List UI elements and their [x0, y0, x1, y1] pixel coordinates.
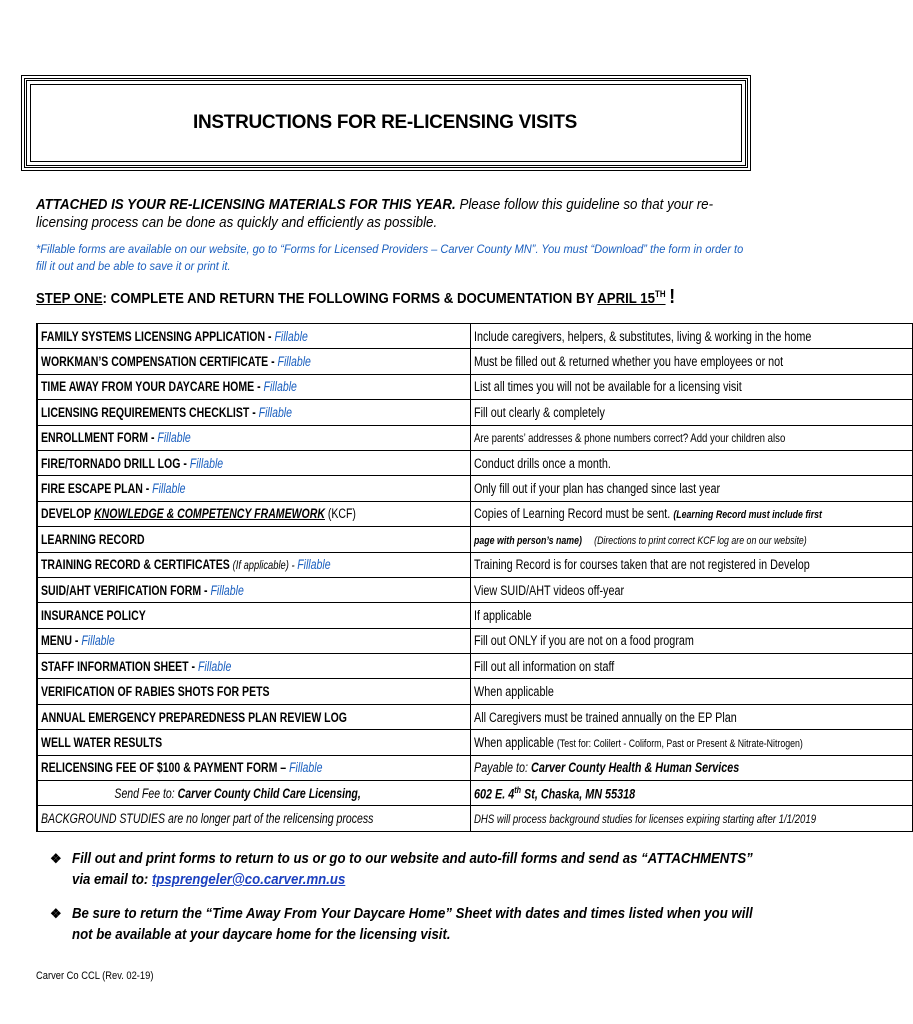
- form-note: [474, 811, 816, 826]
- form-note: [474, 684, 554, 699]
- form-note-cell: [471, 628, 913, 653]
- form-name: [41, 532, 145, 547]
- fillable-tag: Fillable: [258, 404, 293, 420]
- form-note-text: View SUID/AHT videos off-year: [474, 582, 625, 598]
- send-fee-recipient: Carver County Child Care Licensing,: [177, 785, 361, 801]
- table-row: [37, 425, 913, 450]
- fillable-note: *Fillable forms are available on our website, go to “Forms for Licensed Providers – Carver County MN”. You must “Download” the form in order to fill it out and be able to save it or print it.: [36, 242, 744, 273]
- bullet-text: Fill out and print forms to return to us or go to our website and auto-fill forms and send as “ATTACHMENTS” via email to:: [72, 850, 753, 888]
- fillable-tag: Fillable: [81, 633, 115, 649]
- bullet-list: [50, 848, 753, 958]
- email-link[interactable]: tpsprengeler@co.carver.mn.us: [151, 871, 346, 888]
- table-row: [37, 374, 913, 399]
- table-row: [37, 704, 913, 729]
- form-name-cell: [38, 324, 471, 349]
- form-name: [41, 811, 373, 826]
- form-note: [474, 633, 694, 648]
- form-note-text: All Caregivers must be trained annually on the EP Plan: [474, 709, 737, 725]
- form-name-cell: [38, 476, 471, 501]
- form-name-cell: [38, 806, 471, 831]
- form-name: [41, 786, 361, 801]
- form-note-text: If applicable: [474, 607, 532, 623]
- form-note-text: Include caregivers, helpers, & substitutes, living & working in the home: [474, 328, 812, 344]
- address-rest: St, Chaska, MN 55318: [521, 786, 636, 802]
- form-name: [41, 430, 191, 445]
- form-note-cell: [471, 654, 913, 679]
- form-note-text: Only fill out if your plan has changed since last year: [474, 481, 721, 497]
- form-note-cell: [471, 349, 913, 374]
- table-row: [37, 654, 913, 679]
- form-note: [474, 405, 605, 420]
- form-note: [474, 785, 635, 802]
- form-name-suffix: (KCF): [324, 506, 356, 522]
- form-note: [474, 431, 785, 445]
- form-name: [41, 481, 186, 496]
- requirements-table: [36, 323, 913, 832]
- form-name-text: RELICENSING FEE OF $100 & PAYMENT FORM –: [41, 760, 290, 776]
- footer-revision: Carver Co CCL (Rev. 02-19): [36, 970, 154, 982]
- intro-paragraph: [36, 196, 735, 232]
- fillable-tag: Fillable: [277, 354, 311, 370]
- form-name-text: FIRE ESCAPE PLAN -: [41, 481, 153, 497]
- form-note-cell: [471, 501, 913, 526]
- form-note-small: (Test for: Colilert - Coliform, Past or Present & Nitrate-Nitrogen): [557, 737, 804, 750]
- form-name-cell: [38, 704, 471, 729]
- form-name-text: FIRE/TORNADO DRILL LOG -: [41, 455, 190, 471]
- form-note-cell: [471, 450, 913, 475]
- fillable-tag: Fillable: [274, 328, 308, 344]
- table-row: [37, 730, 913, 755]
- table-row: [37, 527, 913, 552]
- form-note-italic: (Learning Record must include first: [673, 509, 823, 522]
- table-row: [37, 349, 913, 374]
- form-note-italic: page with person’s name): [474, 534, 583, 547]
- fillable-tag: Fillable: [189, 455, 224, 471]
- form-name-text: FAMILY SYSTEMS LICENSING APPLICATION -: [41, 328, 275, 344]
- form-name-cell: [38, 755, 471, 780]
- table-row: [37, 679, 913, 704]
- form-note-cell: [471, 527, 913, 552]
- step-text: : COMPLETE AND RETURN THE FOLLOWING FORMS & DOCUMENTATION BY: [102, 290, 598, 307]
- intro-rest: Please follow this guideline so that your re-licensing process can be done as quickly and efficiently as possible.: [36, 197, 714, 231]
- table-row: [37, 501, 913, 526]
- form-name: [41, 557, 331, 572]
- form-name-cell: [38, 730, 471, 755]
- form-name: [41, 735, 162, 750]
- form-note-cell: [471, 476, 913, 501]
- form-note: [474, 532, 807, 547]
- form-note-text: Fill out clearly & completely: [474, 404, 606, 420]
- form-name-italic: KNOWLEDGE & COMPETENCY FRAMEWORK: [94, 506, 325, 522]
- form-name-text: ANNUAL EMERGENCY PREPAREDNESS PLAN REVIEW LOG: [41, 709, 348, 725]
- form-name: [41, 583, 244, 598]
- form-name-cell: [38, 654, 471, 679]
- page-title: INSTRUCTIONS FOR RE-LICENSING VISITS: [193, 112, 577, 133]
- form-name: [41, 506, 356, 521]
- form-name-text: INSURANCE POLICY: [41, 607, 146, 623]
- table-row: [37, 603, 913, 628]
- form-name-cell: [38, 628, 471, 653]
- form-name-cell: [38, 374, 471, 399]
- form-name-cell: [38, 679, 471, 704]
- form-name-cell: [38, 425, 471, 450]
- form-note-cell: [471, 400, 913, 425]
- diamond-bullet-icon: ❖: [50, 851, 62, 866]
- form-note: [474, 659, 614, 674]
- form-name-text: VERIFICATION OF RABIES SHOTS FOR PETS: [41, 684, 270, 700]
- form-note-cell: [471, 704, 913, 729]
- table-row: [37, 628, 913, 653]
- form-name-text: TIME AWAY FROM YOUR DAYCARE HOME -: [41, 379, 264, 395]
- form-note-cell: [471, 603, 913, 628]
- form-name: [41, 354, 311, 369]
- fillable-tag: Fillable: [152, 481, 186, 497]
- form-name-cell: [38, 501, 471, 526]
- form-name-text: MENU -: [41, 633, 82, 649]
- form-name: [41, 329, 308, 344]
- intro-bold: ATTACHED IS YOUR RE-LICENSING MATERIALS FOR THIS YEAR.: [36, 197, 456, 213]
- fillable-tag: Fillable: [297, 557, 331, 573]
- form-note-cell: [471, 679, 913, 704]
- form-name: [41, 710, 347, 725]
- form-note: [474, 481, 720, 496]
- fillable-tag: Fillable: [157, 430, 191, 446]
- form-note: [474, 557, 810, 572]
- form-name-cell: [38, 552, 471, 577]
- form-name: [41, 684, 270, 699]
- form-note-extra: (Directions to print correct KCF log are on our website): [582, 534, 807, 547]
- table-row: [37, 400, 913, 425]
- table-row: [37, 781, 913, 806]
- form-note-text: Fill out ONLY if you are not on a food program: [474, 633, 695, 649]
- bullet-item: [50, 903, 753, 945]
- step-date: APRIL 15: [597, 290, 655, 307]
- form-note-text: Fill out all information on staff: [474, 658, 615, 674]
- form-note: [474, 329, 811, 344]
- step-date-sup: TH: [654, 289, 666, 299]
- form-name-text: TRAINING RECORD & CERTIFICATES: [41, 557, 233, 573]
- form-name-cell: [38, 577, 471, 602]
- form-name-cell: [38, 450, 471, 475]
- form-note: [474, 760, 739, 775]
- form-note: [474, 583, 624, 598]
- form-note-text: Training Record is for courses taken that are not registered in Develop: [474, 557, 810, 573]
- form-note: [474, 608, 532, 623]
- form-note: [474, 735, 803, 750]
- form-name-cell: [38, 603, 471, 628]
- fillable-tag: Fillable: [289, 760, 323, 776]
- form-name-italic: (If applicable) -: [232, 558, 298, 573]
- form-name-text: WELL WATER RESULTS: [41, 734, 163, 750]
- form-note-text: When applicable: [474, 734, 558, 750]
- form-name: [41, 405, 292, 420]
- table-row: [37, 577, 913, 602]
- background-studies-note: BACKGROUND STUDIES are no longer part of the relicensing process: [41, 811, 374, 827]
- form-name-text: ENROLLMENT FORM -: [41, 430, 158, 446]
- send-fee-label: Send Fee to:: [114, 785, 178, 801]
- form-name-cell: [38, 527, 471, 552]
- form-note-text: List all times you will not be available for a licensing visit: [474, 379, 742, 395]
- form-name: [41, 760, 322, 775]
- step-bang: !: [669, 286, 676, 308]
- diamond-bullet-icon: ❖: [50, 906, 62, 921]
- form-note-text: Are parents’ addresses & phone numbers correct? Add your children also: [474, 431, 786, 446]
- address-text: 602 E. 4: [474, 786, 515, 802]
- table-row: [37, 806, 913, 831]
- table-row: [37, 476, 913, 501]
- table-row: [37, 324, 913, 349]
- form-name-text: LICENSING REQUIREMENTS CHECKLIST -: [41, 404, 259, 420]
- form-name: [41, 608, 146, 623]
- bullet-text: Be sure to return the “Time Away From Your Daycare Home” Sheet with dates and times listed when you will not be available at your daycare home for the licensing visit.: [72, 905, 753, 943]
- form-name-cell: [38, 349, 471, 374]
- table-row: [37, 552, 913, 577]
- dhs-note: DHS will process background studies for licenses expiring starting after 1/1/2019: [474, 812, 817, 827]
- form-name-cell: [38, 781, 471, 806]
- form-note: [474, 354, 783, 369]
- form-name: [41, 456, 223, 471]
- form-note-cell: [471, 781, 913, 806]
- form-name-text: SUID/AHT VERIFICATION FORM -: [41, 582, 211, 598]
- form-name-text: LEARNING RECORD: [41, 531, 145, 547]
- form-note-cell: [471, 730, 913, 755]
- form-note-cell: [471, 806, 913, 831]
- form-note-cell: [471, 425, 913, 450]
- table-row: [37, 450, 913, 475]
- form-note-cell: [471, 374, 913, 399]
- step-label: STEP ONE: [36, 290, 103, 307]
- form-note-text: Copies of Learning Record must be sent.: [474, 506, 674, 522]
- payable-label: Payable to:: [474, 760, 532, 776]
- address-sup: th: [514, 784, 522, 795]
- form-name: [41, 633, 115, 648]
- table-row: [37, 755, 913, 780]
- form-note: [474, 456, 611, 471]
- form-name-text: DEVELOP: [41, 506, 95, 522]
- form-note-cell: [471, 324, 913, 349]
- form-name-text: STAFF INFORMATION SHEET -: [41, 658, 198, 674]
- form-name: [41, 659, 231, 674]
- payable-recipient: Carver County Health & Human Services: [531, 760, 740, 776]
- form-note-cell: [471, 755, 913, 780]
- form-note: [474, 710, 737, 725]
- fillable-tag: Fillable: [210, 582, 244, 598]
- step-one-heading: [36, 286, 675, 309]
- form-note-text: Must be filled out & returned whether you have employees or not: [474, 354, 784, 370]
- form-note-text: Conduct drills once a month.: [474, 455, 612, 471]
- form-note-cell: [471, 552, 913, 577]
- fillable-tag: Fillable: [197, 658, 232, 674]
- form-name-text: WORKMAN’S COMPENSATION CERTIFICATE -: [41, 354, 278, 370]
- bullet-item: [50, 848, 753, 890]
- form-name-cell: [38, 400, 471, 425]
- form-name: [41, 379, 297, 394]
- form-note-text: When applicable: [474, 684, 555, 700]
- form-note-cell: [471, 577, 913, 602]
- fillable-tag: Fillable: [263, 379, 297, 395]
- form-note: [474, 506, 822, 521]
- form-note: [474, 379, 742, 394]
